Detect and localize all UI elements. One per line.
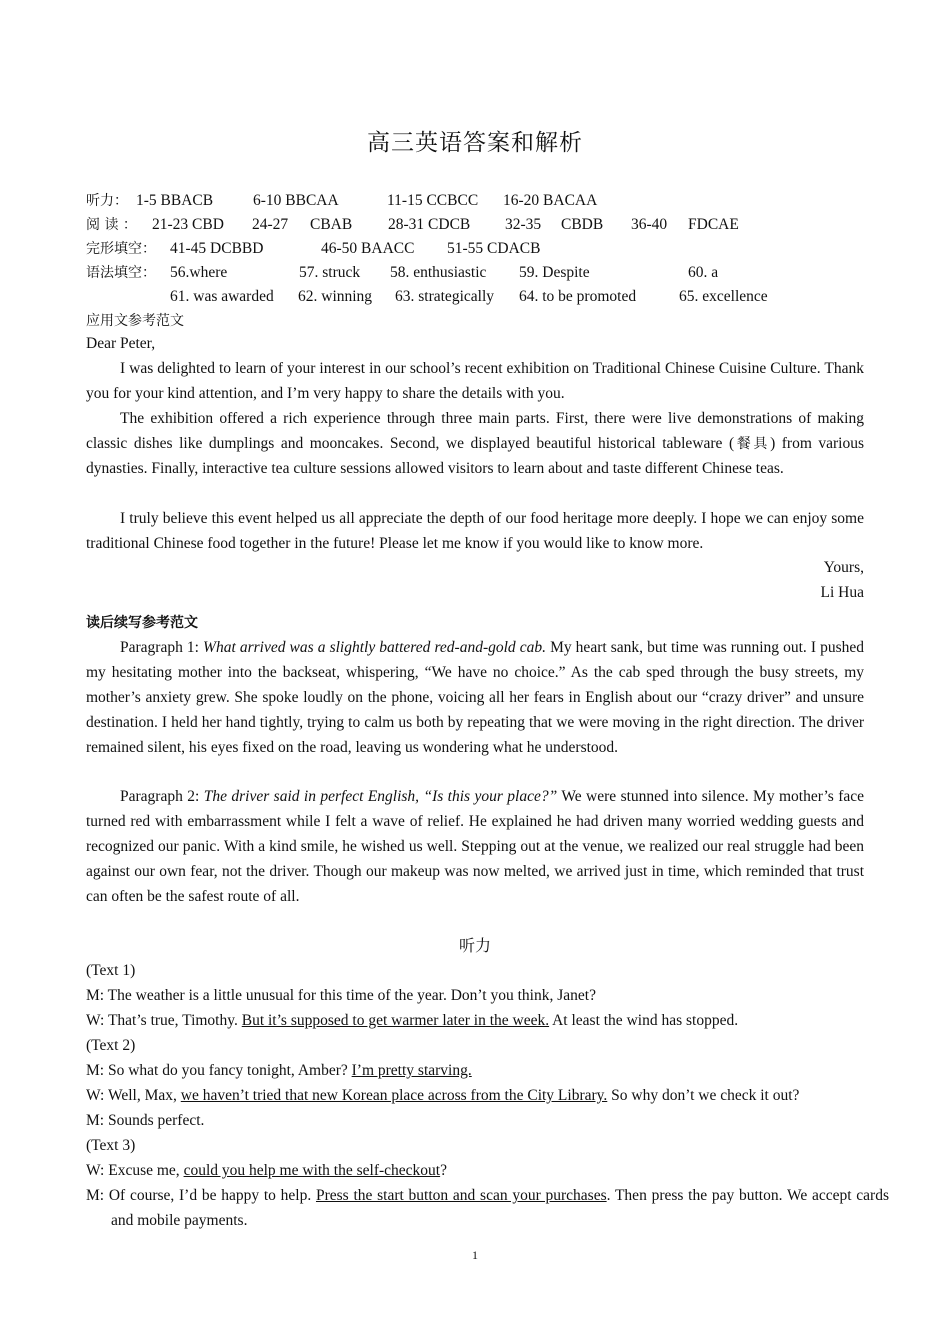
answer-item: 36-40 (631, 216, 668, 233)
given-opening-sentence: The driver said in perfect English, “Is this your place?” (203, 788, 558, 805)
dialogue-line: M: Sounds perfect. (86, 1112, 205, 1129)
paragraph-label: Paragraph 1: (120, 639, 204, 656)
answer-item: 1-5 BBACB (136, 192, 214, 209)
answer-row-cloze (86, 237, 864, 261)
page-number: 1 (472, 1248, 478, 1262)
paragraph-text: We were stunned into silence. My mother’s face turned red with embarrassment while I felt a wave of relief. He explained he had driven many worried wedding guests and recognized our panic. With a kind smile, he wished us well. Stepping out at the venue, we realized our real struggle had been against our own fear, not the driver. Though our makeup was now melted, we arrived just in time, which reminded that trust can often be the safest route of all. (86, 788, 865, 905)
answer-item: 60. a (688, 264, 719, 281)
dialogue-text: W: That’s true, Timothy. (86, 1012, 242, 1029)
letter-p2-text: The exhibition offered a rich experience through three main parts. First, there were live demonstrations of making classic dishes like dumplings and mooncakes. Second, we displayed beautiful historical tableware ( (86, 410, 864, 452)
answer-item: 6-10 BBCAA (253, 192, 339, 209)
dialogue-text: So why don’t we check it out? (607, 1087, 800, 1104)
letter-paragraph-2 (86, 407, 864, 482)
answer-row-grammar (86, 261, 864, 285)
text-label: (Text 3) (86, 1137, 136, 1154)
answer-item: 28-31 CDCB (388, 216, 471, 233)
dialogue-text: M: So what do you fancy tonight, Amber? (86, 1062, 352, 1079)
page-title: 高三英语答案和解析 (367, 130, 583, 156)
answer-item: 64. to be promoted (519, 288, 637, 305)
letter-paragraph-1: I was delighted to learn of your interest in our school’s recent exhibition on Traditional Chinese Cuisine Culture. Thank you for your kind attention, and I’m very happy to share the details with you. (86, 360, 864, 402)
answer-label-listening: 听力： (86, 193, 128, 209)
dialogue-text: ? (440, 1162, 447, 1179)
answer-row-reading (86, 213, 864, 237)
dialogue-line (86, 1159, 864, 1184)
dialogue-line (86, 1059, 864, 1084)
dialogue-text: At least the wind has stopped. (549, 1012, 739, 1029)
text-label: (Text 2) (86, 1037, 136, 1054)
letter-heading: 应用文参考范文 (86, 313, 184, 329)
text-label: (Text 1) (86, 962, 136, 979)
answer-item: CBDB (561, 216, 604, 233)
dialogue-line (86, 1009, 864, 1034)
answer-item: 56.where (170, 264, 228, 281)
paragraph-label: Paragraph 2: (120, 788, 204, 805)
answer-item: 58. enthusiastic (390, 264, 487, 281)
dialogue-line: M: The weather is a little unusual for this time of the year. Don’t you think, Janet? (86, 987, 596, 1004)
answer-item: 62. winning (298, 288, 373, 305)
underlined-key-phrase: could you help me with the self-checkout (183, 1162, 441, 1179)
dialogue-text: W: Well, Max, (86, 1087, 181, 1104)
dialogue-text: M: Of course, I’d be happy to help. (86, 1187, 316, 1204)
dialogue-text: W: Excuse me, (86, 1162, 184, 1179)
letter-p2-text-2: ) from various dynasties. Finally, interactive tea culture sessions allowed visitors to learn about and taste different Chinese teas. (86, 434, 865, 477)
answer-item: 11-15 CCBCC (387, 192, 479, 209)
letter-paragraph-3: I truly believe this event helped us all appreciate the depth of our food heritage more deeply. I hope we can enjoy some traditional Chinese food together in the future! Please let me know if you would like to know more. (86, 510, 864, 552)
answer-item: 65. excellence (679, 288, 768, 305)
answer-item: CBAB (310, 216, 353, 233)
underlined-key-phrase: Press the start button and scan your purchases (315, 1187, 607, 1204)
answer-item: 57. struck (299, 264, 361, 281)
letter-greeting: Dear Peter, (86, 335, 156, 352)
answer-item: FDCAE (688, 216, 739, 233)
underlined-key-phrase: we haven’t tried that new Korean place across from the City Library. (180, 1087, 608, 1104)
answer-item: 24-27 (252, 216, 289, 233)
answer-label-reading: 阅 读 ： (86, 217, 137, 233)
answer-label-cloze: 完形填空： (86, 241, 156, 257)
letter-closing: Yours, (823, 559, 864, 576)
letter-signature: Li Hua (820, 584, 864, 601)
answer-item: 32-35 (505, 216, 542, 233)
dialogue-text: . Then press the pay button. We accept cards and mobile payments. (111, 1187, 889, 1229)
paragraph-text: My heart sank, but time was running out. I pushed my hesitating mother into the backseat, whispering, “We have no choice.” As the cab sped through the busy streets, my mother’s anxiety grew. She spoke loudly on the phone, voicing all her fears in English about our “crazy driver” and unsure destination. I held her hand tightly, trying to calm us both by repeating that we were moving in the right direction. The driver remained silent, his eyes fixed on the road, leaving us wondering what he understood. (86, 639, 865, 756)
answer-item: 63. strategically (395, 288, 494, 305)
continuation-paragraph-2 (86, 785, 864, 910)
dialogue-line (86, 1084, 864, 1109)
given-opening-sentence: What arrived was a slightly battered red-and-gold cab. (203, 639, 546, 656)
answer-item: 46-50 BAACC (321, 240, 415, 257)
answer-item: 21-23 CBD (152, 216, 224, 233)
underlined-key-phrase: I’m pretty starving. (351, 1062, 472, 1079)
continuation-heading: 读后续写参考范文 (86, 615, 198, 631)
dialogue-line (86, 1184, 889, 1234)
answer-item: 16-20 BACAA (503, 192, 598, 209)
continuation-paragraph-1 (86, 636, 864, 761)
answer-item: 59. Despite (519, 264, 590, 281)
transcript-heading: 听力 (458, 936, 491, 955)
answer-item: 51-55 CDACB (447, 240, 541, 257)
answer-label-grammar: 语法填空： (86, 265, 156, 281)
underlined-key-phrase: But it’s supposed to get warmer later in the week. (241, 1012, 550, 1029)
answer-item: 41-45 DCBBD (170, 240, 264, 257)
answer-item: 61. was awarded (170, 288, 274, 305)
letter-p2-cn: 餐具 (734, 435, 771, 452)
answer-row-listening (86, 189, 864, 213)
